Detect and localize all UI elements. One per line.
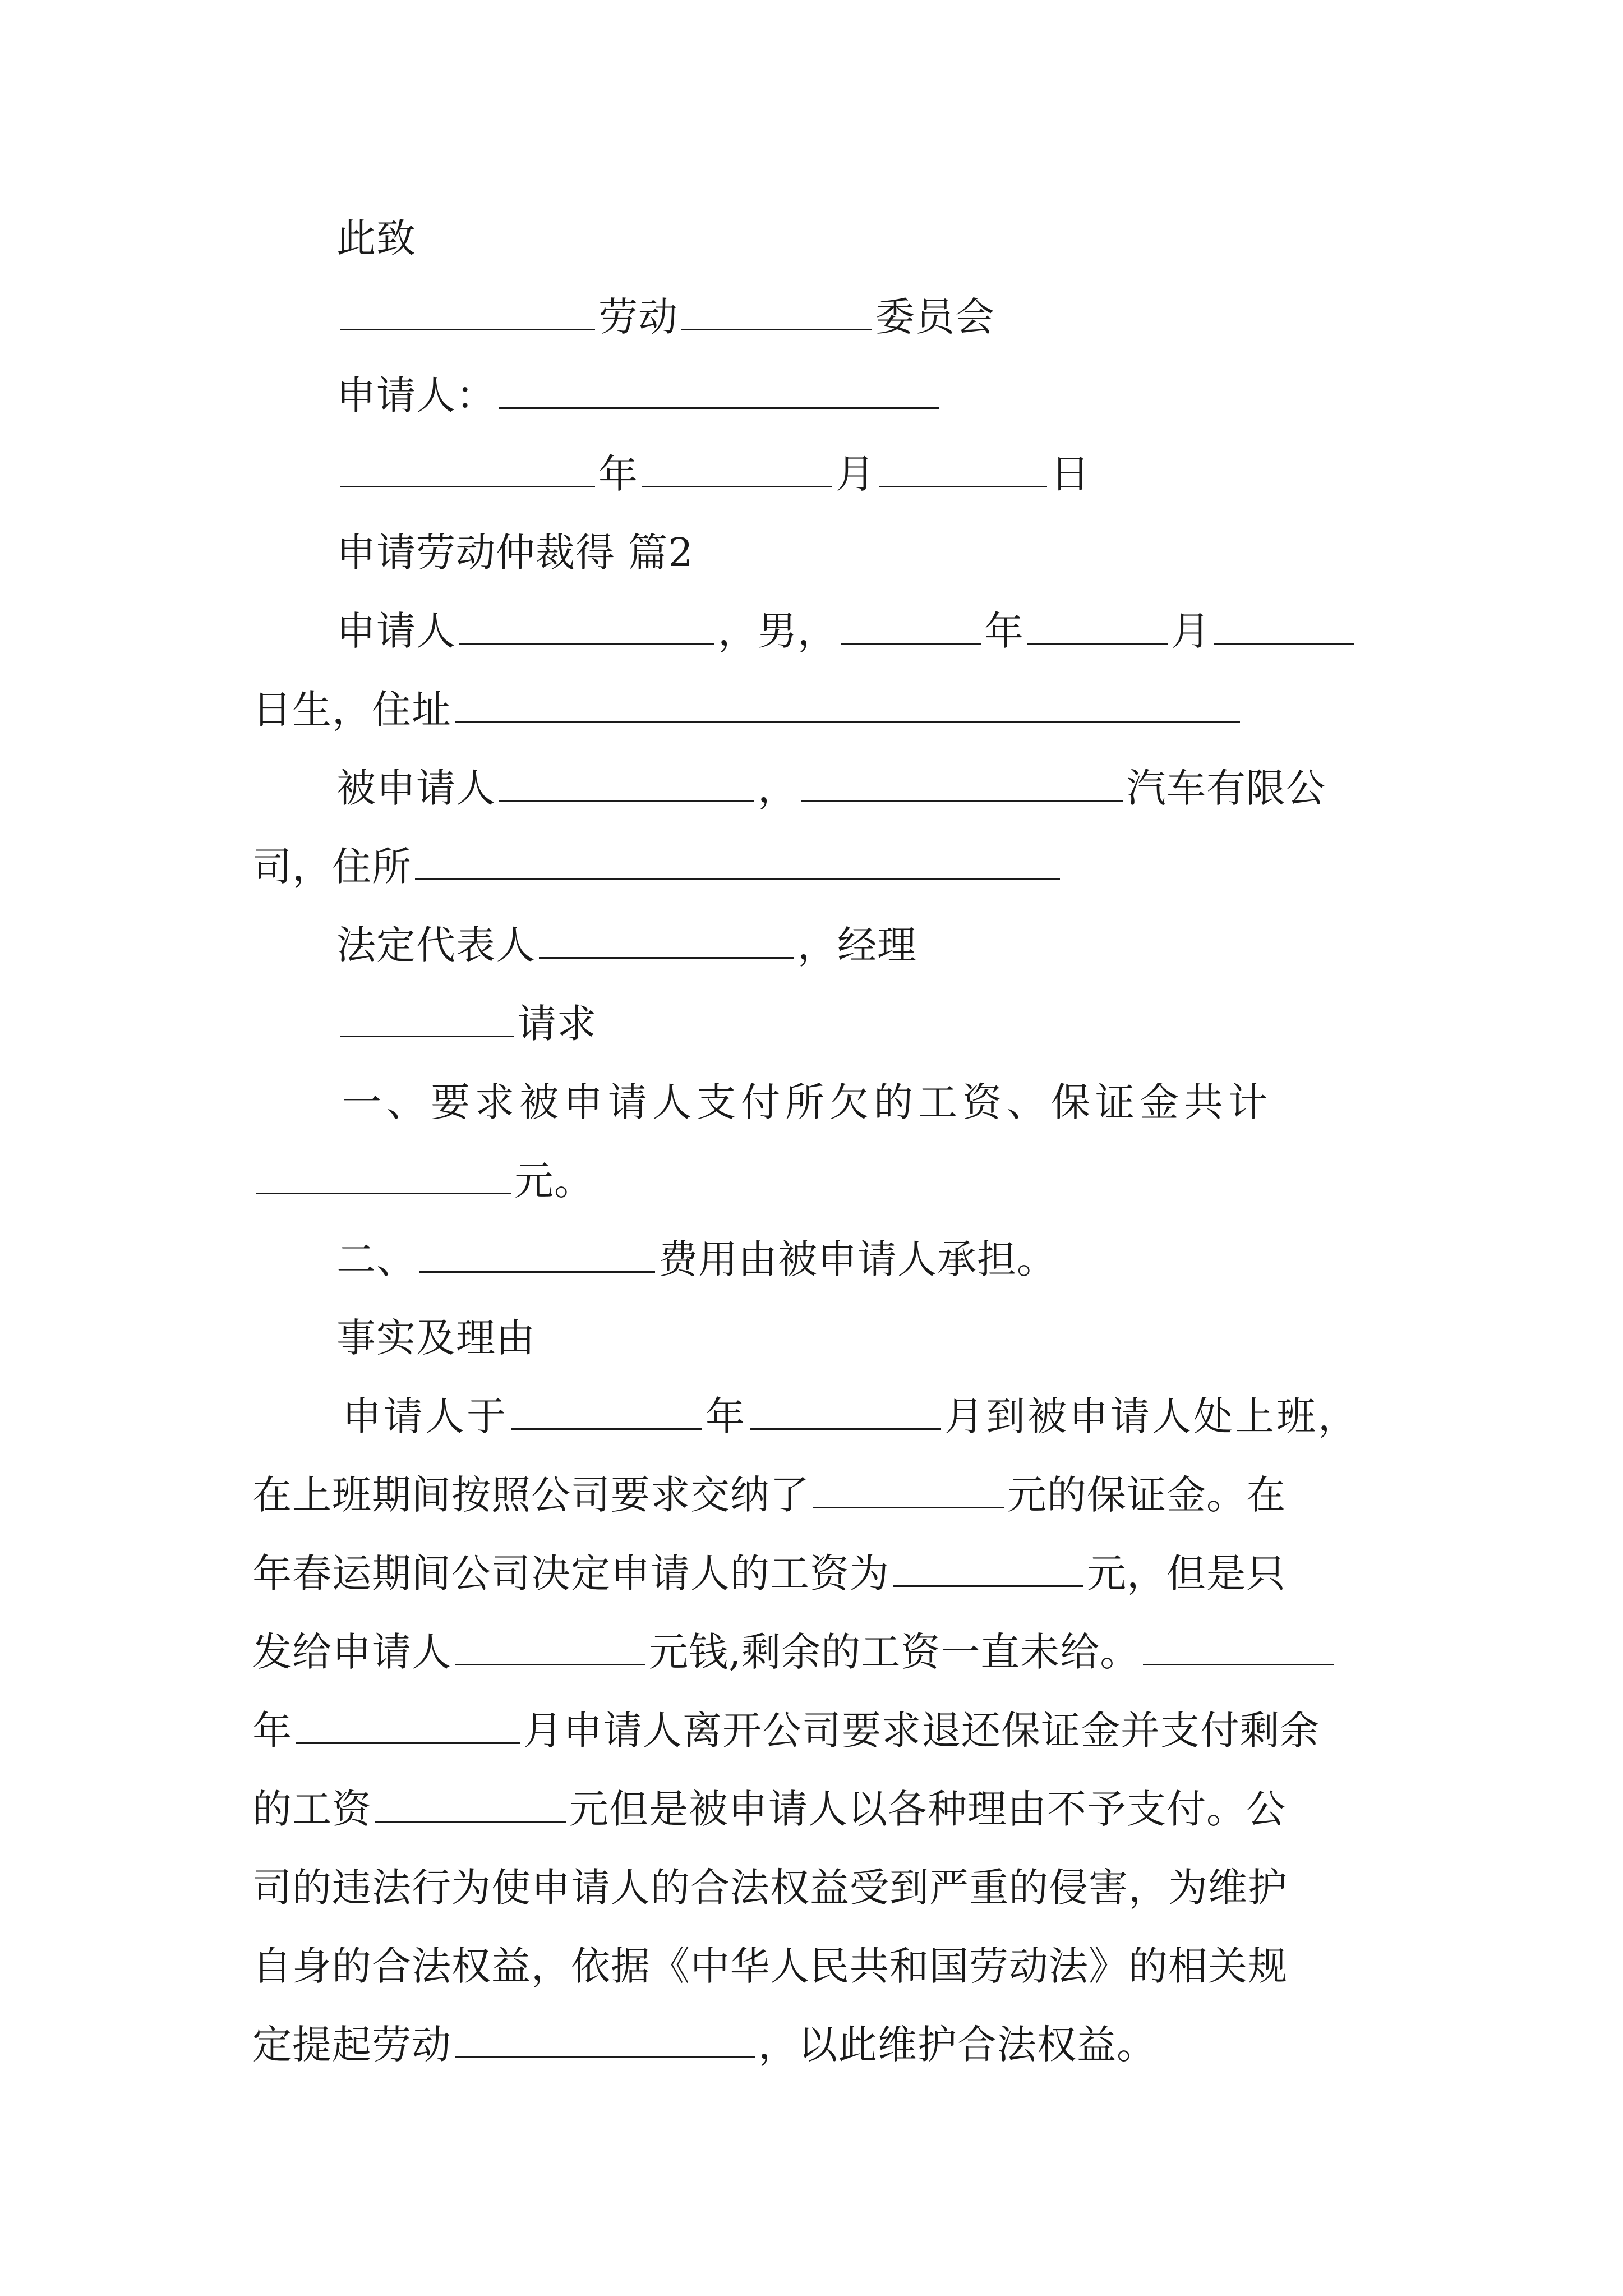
date-month-label: 月: [836, 451, 875, 497]
facts-l4-a: 发给申请人: [252, 1629, 451, 1675]
applicant-day-blank[interactable]: [1214, 610, 1354, 645]
respondent-name-blank[interactable]: [499, 767, 754, 802]
respondent-address-blank[interactable]: [415, 846, 1060, 880]
salutation-line: [336, 213, 416, 264]
facts-l7: 司的违法行为使申请人的合法权益受到严重的侵害，为维护: [252, 1865, 1288, 1911]
respondent-line-1: [336, 763, 1326, 813]
applicant-month-blank[interactable]: [1027, 610, 1168, 645]
facts-l9-a: 定提起劳动: [252, 2022, 451, 2068]
request-2-blank[interactable]: [419, 1239, 655, 1273]
request-1-line-1: [342, 1077, 1272, 1128]
facts-line-9: [252, 2019, 1156, 2070]
facts-line-5: [252, 1705, 1320, 1756]
respondent-comma: ，: [758, 765, 797, 811]
facts-l4-year-blank[interactable]: [1143, 1631, 1334, 1665]
legal-rep-blank[interactable]: [539, 924, 794, 959]
facts-l9-b: ，以此维护合法权益。: [758, 2022, 1156, 2068]
requests-heading-blank[interactable]: [340, 1003, 514, 1037]
committee-blank-1[interactable]: [340, 296, 595, 330]
section-heading-text: 申请劳动仲裁得 篇2: [336, 530, 694, 576]
request-1-unit: 元。: [514, 1158, 594, 1204]
applicant-year-blank[interactable]: [841, 610, 981, 645]
facts-l6-wage-blank[interactable]: [375, 1788, 566, 1823]
facts-l5-a: 年: [252, 1708, 292, 1754]
requests-heading-line: [336, 999, 597, 1049]
request-1-text: 一、要求被申请人支付所欠的工资、保证金共计: [342, 1079, 1272, 1125]
facts-l2-a: 在上班期间按照公司要求交纳了: [252, 1472, 810, 1518]
respondent-label: 被申请人: [336, 765, 496, 811]
facts-l2-deposit-blank[interactable]: [813, 1474, 1004, 1508]
facts-l8: 自身的合法权益，依据《中华人民共和国劳动法》的相关规: [252, 1943, 1288, 1989]
facts-l3-a: 年春运期间公司决定申请人的工资为: [252, 1550, 889, 1596]
applicant-born-address: 日生，住址: [252, 687, 451, 733]
date-year-label: 年: [598, 451, 638, 497]
request-2-line: [336, 1234, 1057, 1285]
facts-l3-b: 元，但是只: [1087, 1550, 1286, 1596]
date-line: [336, 449, 1090, 499]
facts-l2-b: 元的保证金。在: [1007, 1472, 1286, 1518]
applicant-line-2: [252, 684, 1243, 735]
facts-heading-line: [336, 1313, 536, 1363]
legal-rep-line: [336, 920, 917, 970]
respondent-company-suffix: 汽车有限公: [1127, 765, 1326, 811]
date-year-blank[interactable]: [340, 453, 595, 487]
facts-l1-c: 月到被申请人处上班，: [944, 1393, 1359, 1439]
applicant-gender: ，男，: [718, 608, 837, 654]
respondent-address-label: 司，住所: [252, 844, 412, 890]
facts-l6-b: 元但是被申请人以各种理由不予支付。公: [569, 1786, 1286, 1832]
facts-l1-year-blank[interactable]: [511, 1396, 702, 1430]
committee-text-1: 劳动: [598, 294, 678, 340]
applicant-signature-blank[interactable]: [499, 375, 939, 409]
facts-l4-b: 元钱,剩余的工资一直未给。: [649, 1629, 1140, 1675]
section-heading: [336, 527, 694, 578]
date-month-blank[interactable]: [642, 453, 832, 487]
request-1-line-2: [252, 1156, 594, 1206]
facts-line-4: [252, 1627, 1337, 1677]
applicant-year-label: 年: [984, 608, 1024, 654]
facts-l1-a: 申请人于: [342, 1393, 508, 1439]
facts-line-2: [252, 1470, 1286, 1520]
respondent-line-2: [252, 841, 1063, 892]
facts-line-3: [252, 1548, 1286, 1599]
legal-rep-label: 法定代表人: [336, 922, 536, 968]
request-2-text: 费用由被申请人承担。: [658, 1236, 1057, 1282]
applicant-name-blank[interactable]: [459, 610, 714, 645]
facts-l1-month-blank[interactable]: [750, 1396, 941, 1430]
applicant-line-1: [336, 606, 1358, 656]
applicant-signature-line: [336, 370, 943, 421]
facts-l5-b: 月申请人离开公司要求退还保证金并支付剩余: [523, 1708, 1320, 1754]
facts-line-1: [342, 1391, 1359, 1442]
applicant-label: 申请人: [336, 608, 456, 654]
applicant-month-label: 月: [1171, 608, 1211, 654]
facts-line-8: [252, 1941, 1288, 1991]
legal-rep-title: ，经理: [797, 922, 917, 968]
committee-text-2: 委员会: [875, 294, 995, 340]
request-2-number: 二、: [336, 1236, 416, 1282]
facts-heading-text: 事实及理由: [336, 1315, 536, 1361]
facts-line-7: [252, 1862, 1288, 1913]
salutation-text: 此致: [336, 215, 416, 261]
date-day-blank[interactable]: [879, 453, 1047, 487]
date-day-label: 日: [1050, 451, 1090, 497]
requests-heading-text: 请求: [517, 1001, 597, 1047]
facts-l4-paid-blank[interactable]: [455, 1631, 645, 1665]
applicant-address-blank[interactable]: [455, 689, 1240, 723]
facts-l5-month-blank[interactable]: [296, 1710, 520, 1744]
respondent-company-blank[interactable]: [801, 767, 1123, 802]
facts-l3-wage-blank[interactable]: [893, 1553, 1083, 1587]
facts-l6-a: 的工资: [252, 1786, 372, 1832]
applicant-signature-label: 申请人：: [336, 372, 496, 418]
committee-line: [336, 292, 995, 342]
facts-line-6: [252, 1784, 1286, 1834]
committee-blank-2[interactable]: [681, 296, 872, 330]
facts-l1-b: 年: [706, 1393, 747, 1439]
facts-l9-arbitration-blank[interactable]: [455, 2024, 755, 2058]
request-1-amount-blank[interactable]: [256, 1160, 511, 1194]
